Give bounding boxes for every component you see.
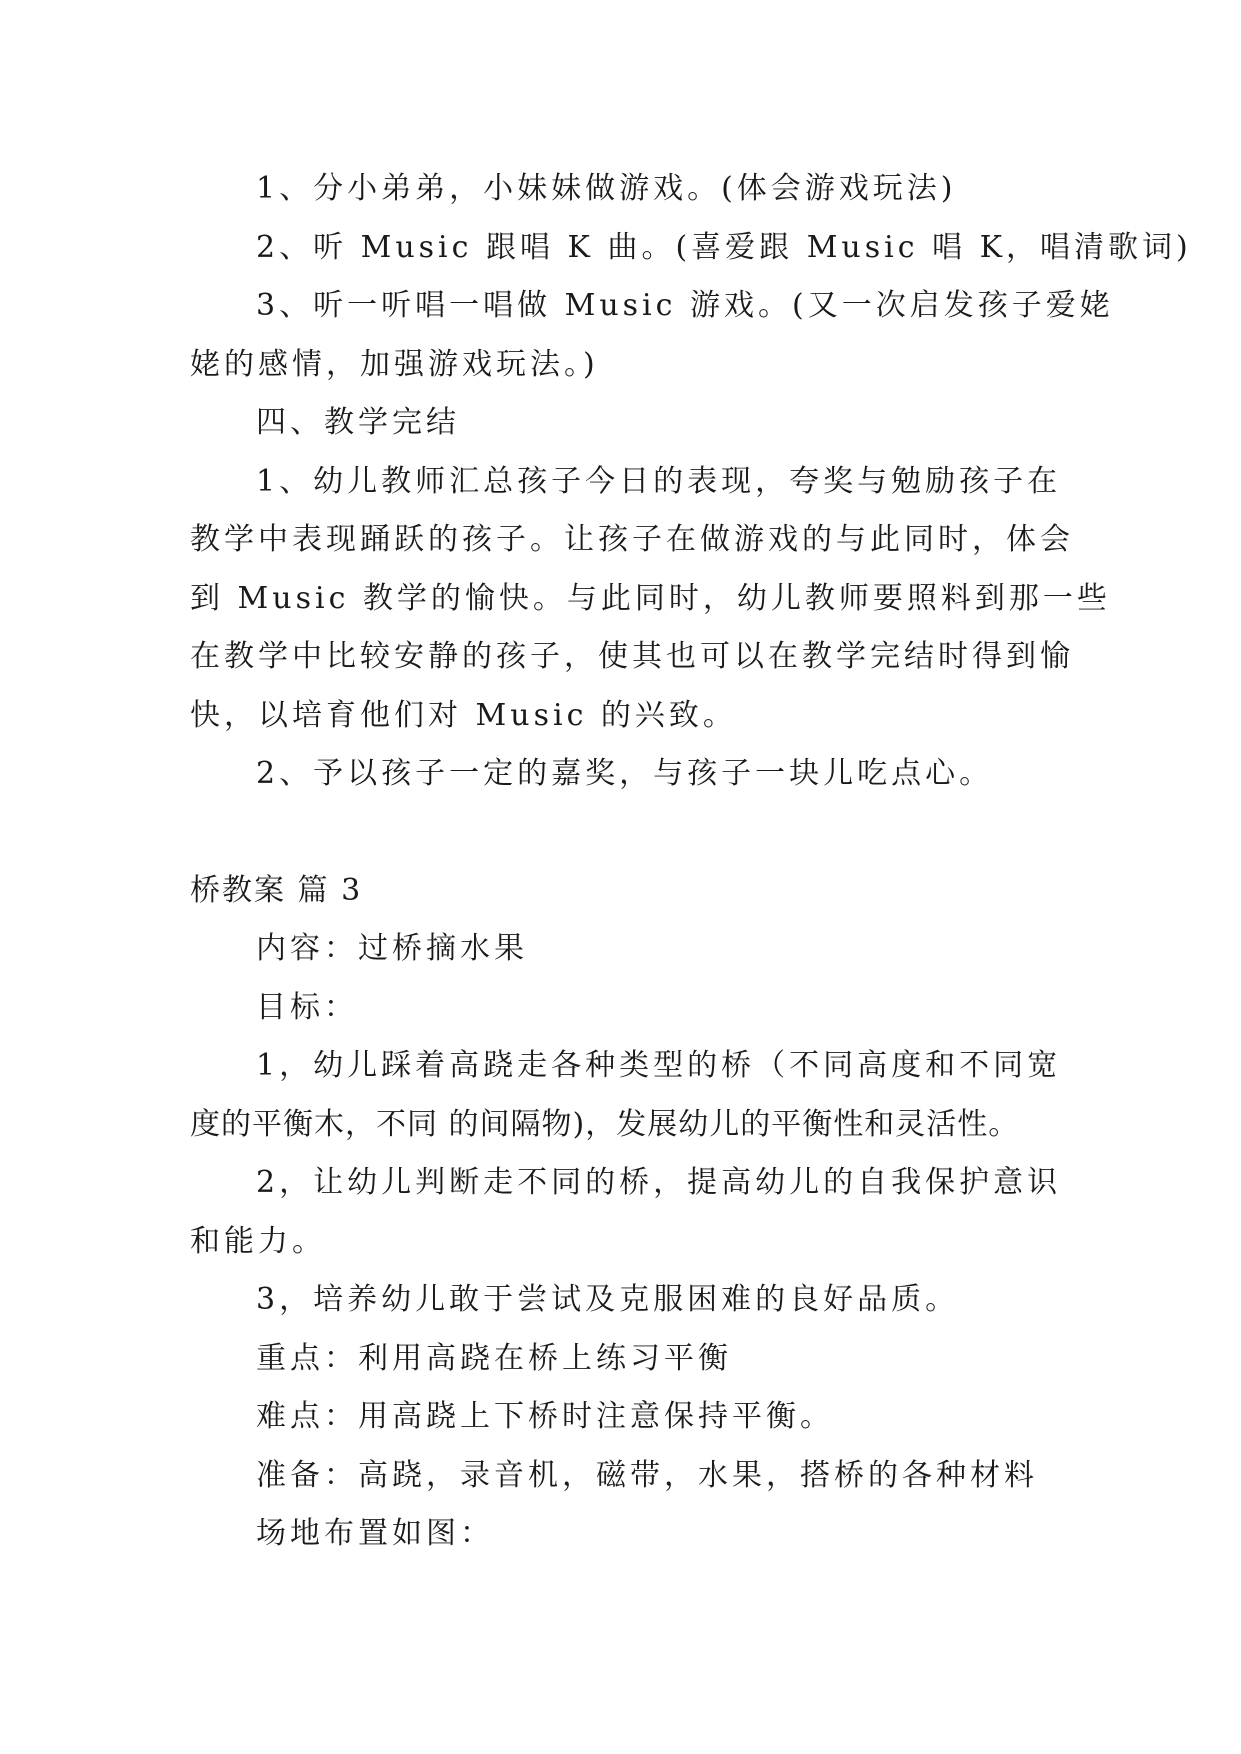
paragraph-line: 2，让幼儿判断走不同的桥，提高幼儿的自我保护意识	[256, 1165, 1062, 1200]
paragraph-line: 和能力。	[190, 1223, 326, 1259]
paragraph-line: 3、听一听唱一唱做 Music 游戏。(又一次启发孩子爱姥	[256, 288, 1114, 323]
paragraph-line: 度的平衡木，不同 的间隔物)，发展幼儿的平衡性和灵活性。	[190, 1106, 1020, 1142]
paragraph-line: 目标：	[256, 989, 358, 1025]
section-spacer	[190, 804, 1070, 862]
paragraph-line: 重点：利用高跷在桥上练习平衡	[256, 1340, 732, 1376]
paragraph-line: 2、听 Music 跟唱 K 曲。(喜爱跟 Music 唱 K，唱清歌词)	[256, 229, 1192, 265]
paragraph-line: 内容：过桥摘水果	[256, 931, 528, 966]
paragraph-line: 场地布置如图：	[256, 1516, 494, 1551]
paragraph-line: 1，幼儿踩着高跷走各种类型的桥（不同高度和不同宽	[256, 1048, 1062, 1083]
paragraph-line: 2、予以孩子一定的嘉奖，与孩子一块儿吃点心。	[256, 756, 994, 791]
article-title: 桥教案 篇 3	[190, 872, 363, 908]
paragraph-line: 3，培养幼儿敢于尝试及克服困难的良好品质。	[256, 1282, 960, 1317]
paragraph-line: 教学中表现踊跃的孩子。让孩子在做游戏的与此同时，体会	[190, 522, 1074, 557]
paragraph-line: 1、分小弟弟，小妹妹做游戏。(体会游戏玩法)	[256, 171, 957, 206]
paragraph-line: 准备：高跷，录音机，磁带，水果，搭桥的各种材料	[256, 1457, 1038, 1493]
document-body	[190, 160, 1192, 1564]
paragraph-line: 快，以培育他们对 Music 的兴致。	[190, 697, 737, 733]
section-heading: 四、教学完结	[256, 405, 460, 440]
paragraph-line: 1、幼儿教师汇总孩子今日的表现，夸奖与勉励孩子在	[256, 463, 1062, 499]
paragraph-line: 到 Music 教学的愉快。与此同时，幼儿教师要照料到那一些	[190, 580, 1111, 616]
paragraph-line: 难点：用高跷上下桥时注意保持平衡。	[256, 1399, 834, 1434]
paragraph-line: 姥的感情，加强游戏玩法。)	[190, 346, 599, 382]
paragraph-line: 在教学中比较安静的孩子，使其也可以在教学完结时得到愉	[190, 639, 1074, 674]
